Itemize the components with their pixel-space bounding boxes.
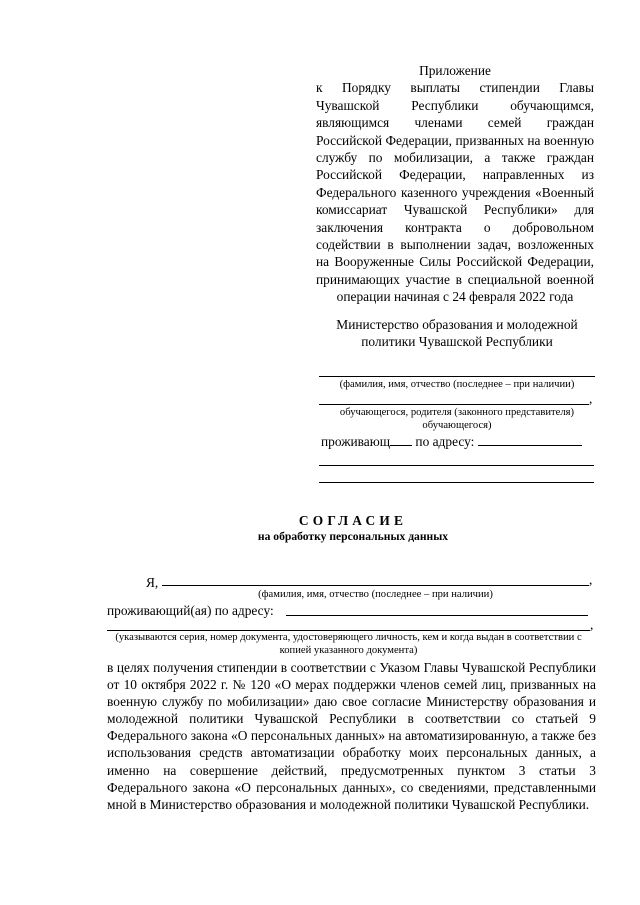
applicant-address-prefix: проживающ (321, 434, 391, 449)
ministry-name: Министерство образования и молодежной политики Чувашской Республики (336, 317, 578, 350)
consent-fio-line[interactable] (162, 585, 589, 586)
consent-document-comma: , (590, 617, 594, 632)
consent-i-label: Я, (146, 575, 159, 590)
consent-document-caption: (указываются серия, номер документа, удостоверяющего личность, кем и когда выдан в соответствии с копией указанного документа) (115, 632, 582, 656)
applicant-fio-line[interactable] (319, 376, 595, 377)
applicant-address-line-2[interactable] (319, 465, 594, 466)
consent-address-line[interactable] (286, 615, 588, 616)
consent-address-label: проживающий(ая) по адресу: (107, 603, 274, 618)
applicant-address-field[interactable] (478, 433, 582, 446)
appendix-text: к Порядку выплаты стипендии Главы Чувашской Республики обучающимся, являющимся членами семей граждан Российской Федерации, призванных на военную службу по мобилизации, а также граждан Российской Федерации, направленных из Федерального казенного учреждения «Военный комиссариат Чувашской Республики» для заключения контракта о добровольном содействии в выполнении задач, возложенных на Вооруженные Силы Российской Федерации, принимающих участие в специальной военной операции начиная с 24 февраля 2022 года (316, 80, 594, 305)
consent-fio-comma: , (589, 572, 593, 587)
consent-subtitle: на обработку персональных данных (257, 530, 449, 543)
consent-title: СОГЛАСИЕ (298, 513, 408, 528)
applicant-ending-field[interactable] (390, 433, 412, 446)
appendix-block (316, 62, 594, 306)
applicant-role-caption: обучающегося, родителя (законного представителя) обучающегося) (339, 407, 575, 431)
applicant-fio-caption: (фамилия, имя, отчество (последнее – при наличии) (339, 379, 575, 390)
appendix-title: Приложение (419, 63, 491, 78)
applicant-role-line[interactable] (319, 404, 589, 405)
consent-body: в целях получения стипендии в соответствии с Указом Главы Чувашской Республики от 10 октября 2022 г. № 120 «О мерах поддержки членов семей лиц, призванных на военную службу по мобилизации» даю свое согласие Министерству образования и молодежной политики Чувашской Республики в соответствии со статьей 9 Федерального закона «О персональных данных» на автоматизированную, а также без использования средств автоматизации обработку моих персональных данных, а именно на совершение действий, предусмотренных пунктом 3 статьи 3 Федерального закона «О персональных данных», со сведениями, представленными мной в Министерство образования и молодежной политики Чувашской Республики. (107, 660, 596, 812)
applicant-address-suffix: по адресу: (415, 434, 475, 449)
applicant-address-line-3[interactable] (319, 482, 594, 483)
consent-fio-caption: (фамилия, имя, отчество (последнее – при наличии) (258, 589, 493, 600)
applicant-role-comma: , (589, 391, 593, 406)
applicant-address-label (321, 433, 582, 450)
